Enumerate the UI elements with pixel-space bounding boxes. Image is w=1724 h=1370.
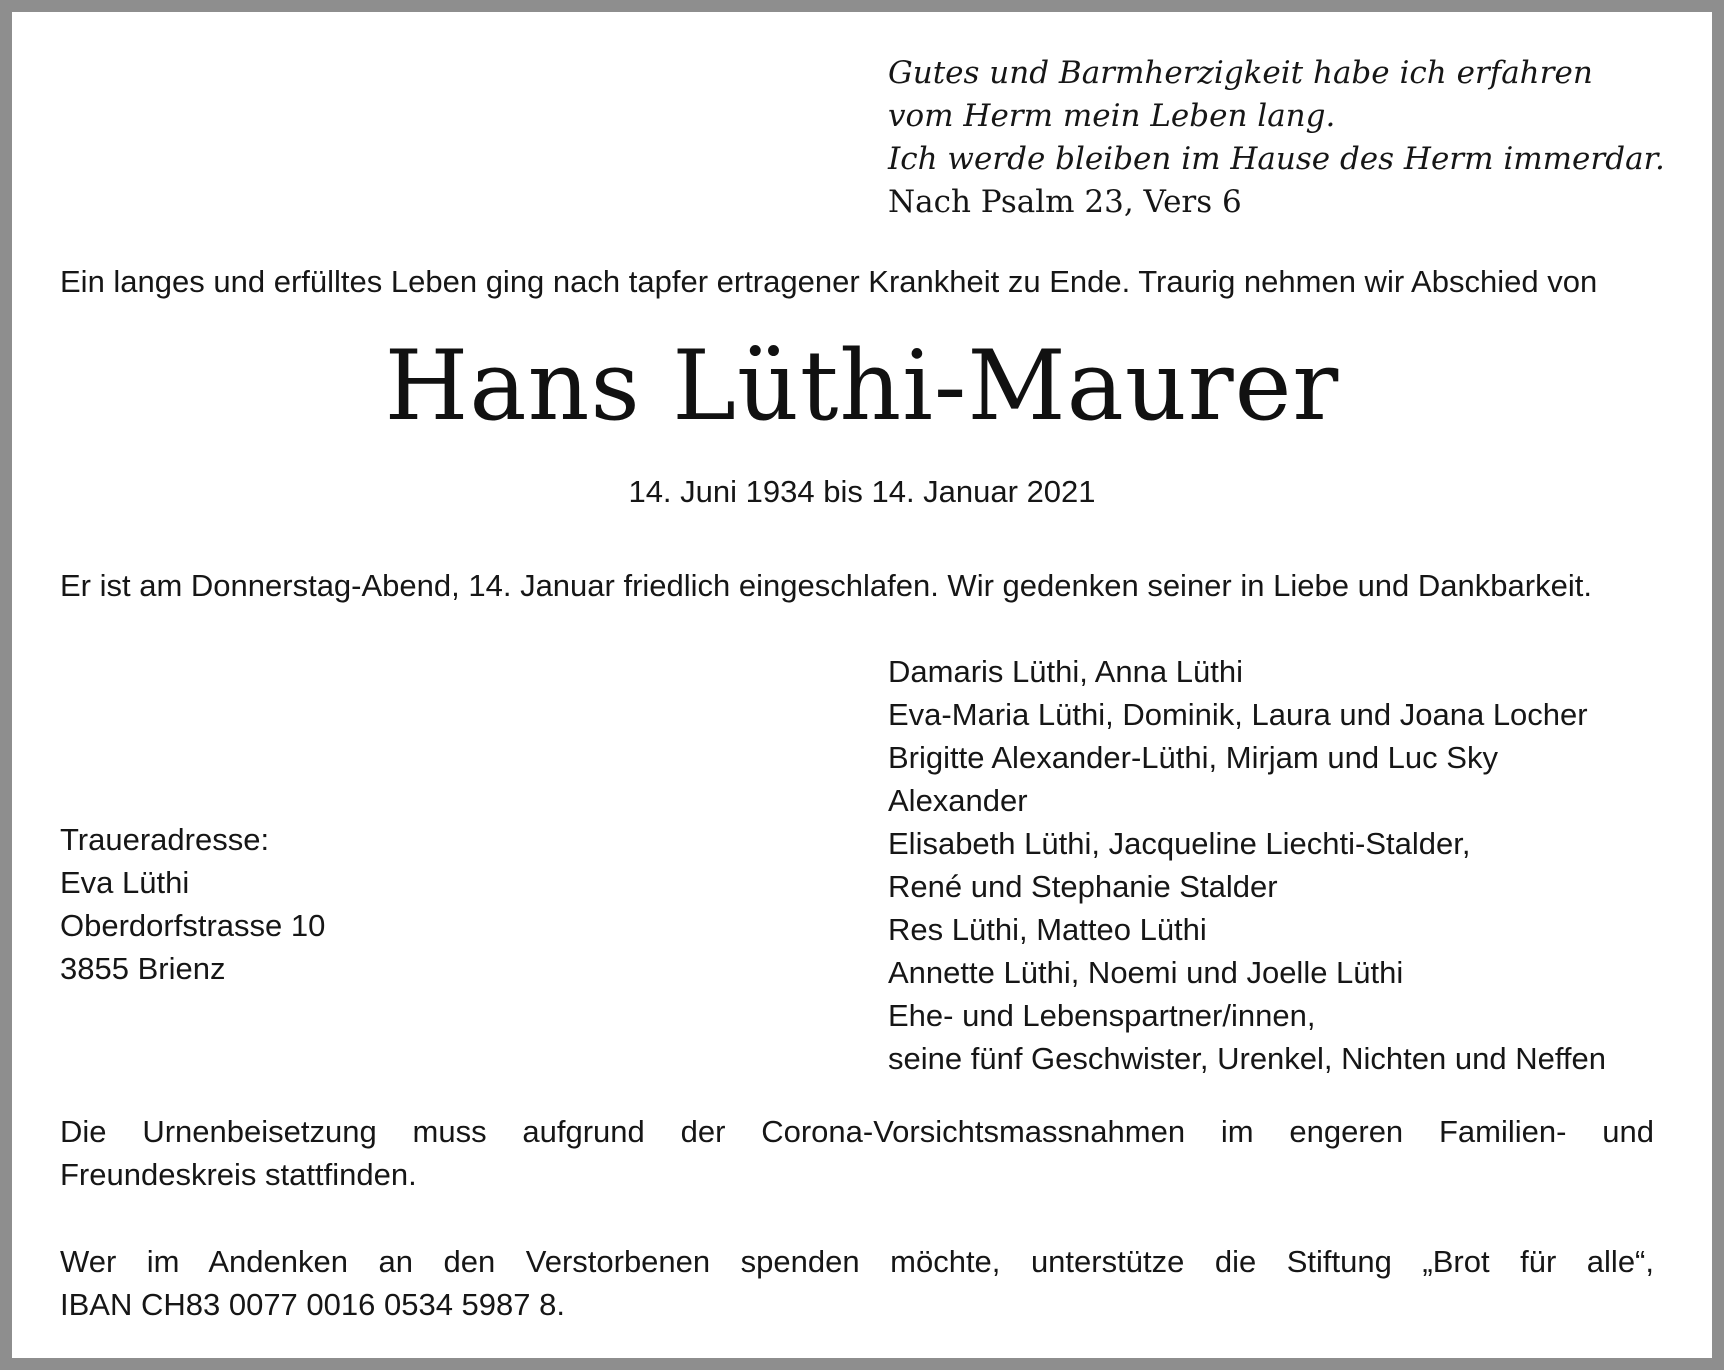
mourner-line: Annette Lüthi, Noemi und Joelle Lüthi (888, 955, 1404, 990)
mourners-list (888, 650, 1606, 1080)
mourner-line: seine fünf Geschwister, Urenkel, Nichten und Neffen (888, 1041, 1606, 1076)
donation-notice (60, 1240, 1654, 1326)
mourner-line: Alexander (888, 783, 1028, 818)
deceased-name: Hans Lüthi-Maurer (384, 330, 1340, 442)
mourner-line: Elisabeth Lüthi, Jacqueline Liechti-Stalder, (888, 826, 1471, 861)
passing-statement: Er ist am Donnerstag-Abend, 14. Januar friedlich eingeschlafen. Wir gedenken seiner in Liebe und Dankbarkeit. (60, 568, 1592, 603)
mourning-address (60, 818, 325, 990)
burial-notice (60, 1110, 1654, 1196)
burial-line: Die Urnenbeisetzung muss aufgrund der Corona-Vorsichtsmassnahmen im engeren Familien- und (60, 1114, 1654, 1149)
donation-line: Wer im Andenken an den Verstorbenen spenden möchte, unterstütze die Stiftung „Brot für alle“, (60, 1244, 1654, 1279)
intro-text: Ein langes und erfülltes Leben ging nach tapfer ertragener Krankheit zu Ende. Traurig nehmen wir Abschied von (60, 264, 1598, 299)
verse-line: Gutes und Barmherzigkeit habe ich erfahren (888, 55, 1593, 91)
mourner-line: Ehe- und Lebenspartner/innen, (888, 998, 1316, 1033)
bible-verse (888, 52, 1665, 224)
mourner-line: Res Lüthi, Matteo Lüthi (888, 912, 1207, 947)
address-city: 3855 Brienz (60, 951, 226, 986)
address-name: Eva Lüthi (60, 865, 190, 900)
mourner-line: René und Stephanie Stalder (888, 869, 1278, 904)
life-dates: 14. Juni 1934 bis 14. Januar 2021 (628, 474, 1096, 509)
mourner-line: Damaris Lüthi, Anna Lüthi (888, 654, 1243, 689)
iban-line: IBAN CH83 0077 0016 0534 5987 8. (60, 1287, 565, 1322)
verse-line: Ich werde bleiben im Hause des Herm immerdar. (888, 141, 1665, 177)
address-street: Oberdorfstrasse 10 (60, 908, 326, 943)
burial-line: Freundeskreis stattfinden. (60, 1157, 417, 1192)
address-label: Traueradresse: (60, 822, 270, 857)
obituary-page (12, 12, 1712, 1358)
mourner-line: Eva-Maria Lüthi, Dominik, Laura und Joana Locher (888, 697, 1588, 732)
mourner-line: Brigitte Alexander-Lüthi, Mirjam und Luc Sky (888, 740, 1498, 775)
verse-line: vom Herm mein Leben lang. (888, 98, 1336, 134)
verse-source: Nach Psalm 23, Vers 6 (888, 184, 1242, 220)
